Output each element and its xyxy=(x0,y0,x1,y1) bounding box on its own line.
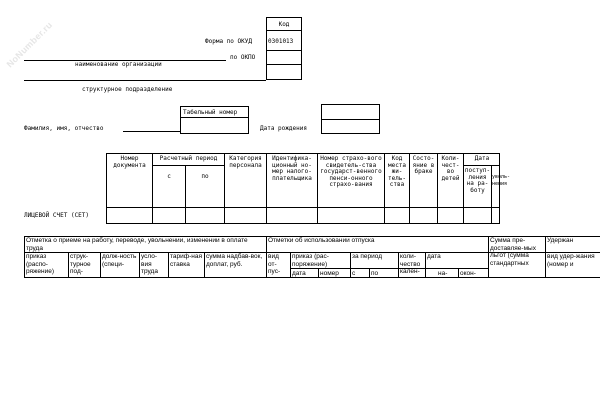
hdr-period-from: с xyxy=(167,173,171,180)
hdr-date-fire: уволь-нения xyxy=(492,174,511,187)
hdr-doc-number: Номер документа xyxy=(113,155,146,169)
code-label: Код xyxy=(278,21,290,28)
tab-number-label: Табельный номер xyxy=(183,109,238,116)
sub-end: окон- xyxy=(460,270,476,277)
hdr-inn: Идентифика-ционный но-мер налого-плательщика xyxy=(272,155,312,182)
hdr-period-to: по xyxy=(201,173,209,180)
col-deduction-type: вид удер-жания (номер и xyxy=(547,253,595,268)
hdr-children: Коли-чест-во детей xyxy=(441,155,460,182)
col-conditions: усло-вия труда xyxy=(141,253,158,275)
col-vacation-period: за период xyxy=(352,253,383,260)
hdr-snils: Номер страхо-вого свидетель-ства государст-венного пенси-онного страхо-вания xyxy=(320,155,382,188)
okpo-label: по ОКПО xyxy=(230,54,256,61)
sub-number: номер xyxy=(320,270,339,277)
col-order: приказ (распо-ряжение) xyxy=(26,253,55,275)
dept-caption: структурное подразделение xyxy=(82,86,173,93)
hdr-period: Расчетный период xyxy=(159,155,218,162)
section-deductions: Удержан xyxy=(547,237,574,244)
col-vacation-order: приказ (рас-поряжение) xyxy=(292,253,329,268)
fio-label: Фамилия, имя, отчество xyxy=(24,125,104,132)
col-bonus: сумма надбав-вок, доплат, руб. xyxy=(206,253,263,268)
section-vacation: Отметки об использовании отпуска xyxy=(268,237,375,244)
watermark: NoNumber.ru xyxy=(4,19,55,70)
section-hire: Отметка о приеме на работу, переводе, увольнении, изменении в оплате труда xyxy=(26,237,248,252)
sub-to: по xyxy=(371,270,379,277)
sub-from: с xyxy=(352,270,356,277)
hdr-category: Категория персонала xyxy=(229,155,262,169)
col-tariff: тариф-ная ставка xyxy=(170,253,203,268)
sub-start: на- xyxy=(438,270,448,277)
col-vacation-count: коли-чество кален- xyxy=(400,253,421,275)
hdr-date-hire: поступ-ления на ра-боту xyxy=(464,167,491,194)
sub-date: дата xyxy=(292,270,306,277)
birth-label: Дата рождения xyxy=(260,125,307,132)
hdr-date: Дата xyxy=(474,155,490,162)
section-benefits: Сумма пре-доставляе-мых льгот (сумма стандартных xyxy=(490,237,536,267)
hdr-residence: Код места жи-тель-ства xyxy=(387,155,407,188)
okud-value: 0301013 xyxy=(268,38,294,45)
row-label: ЛИЦЕВОЙ СЧЕТ (СЕТ) xyxy=(24,212,90,219)
col-vacation-date: дата xyxy=(427,253,441,260)
col-position: долж-ность (специ- xyxy=(102,253,137,268)
org-caption: наименование организации xyxy=(75,61,162,68)
okud-label: Форма по ОКУД xyxy=(205,38,252,45)
col-vacation-type: вид от-пус- xyxy=(268,253,281,275)
col-structural: струк-турное под- xyxy=(70,253,91,275)
hdr-marital: Состо-яние в браке xyxy=(412,155,435,175)
